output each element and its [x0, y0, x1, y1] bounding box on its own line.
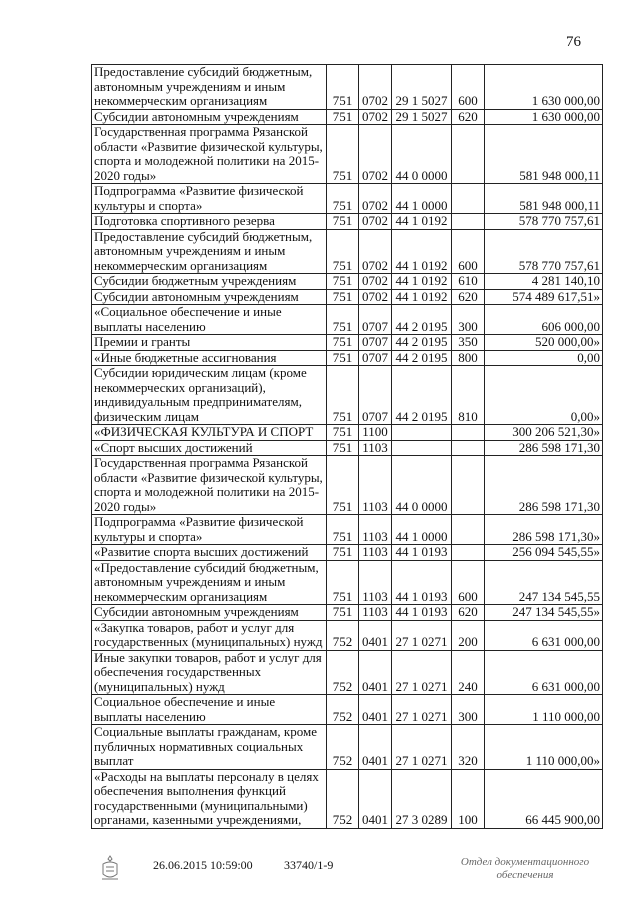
row-csr-cell: [392, 440, 452, 456]
row-csr-cell: 44 1 0192: [392, 289, 452, 305]
row-section-cell: 1103: [359, 515, 392, 545]
row-ved-cell: 751: [327, 335, 359, 351]
row-name-cell: Государственная программа Рязанской области «Развитие физической культуры, спорта и молодежной политики на 2015-2020 годы»: [92, 125, 327, 184]
row-name-cell: Государственная программа Рязанской области «Развитие физической культуры, спорта и молодежной политики на 2015-2020 годы»: [92, 456, 327, 515]
table-row: [92, 695, 603, 725]
row-ved-cell: 751: [327, 350, 359, 366]
row-name-cell: «ФИЗИЧЕСКАЯ КУЛЬТУРА И СПОРТ: [92, 425, 327, 441]
row-name-cell: Подпрограмма «Развитие физической культуры и спорта»: [92, 515, 327, 545]
row-sum-cell: 0,00: [485, 350, 603, 366]
row-csr-cell: 44 2 0195: [392, 350, 452, 366]
row-section-cell: 1100: [359, 425, 392, 441]
row-sum-cell: 286 598 171,30: [485, 456, 603, 515]
row-section-cell: 1103: [359, 456, 392, 515]
row-vr-cell: 200: [452, 620, 485, 650]
row-csr-cell: [392, 425, 452, 441]
row-name-cell: «Развитие спорта высших достижений: [92, 545, 327, 561]
page-footer: [0, 856, 640, 896]
row-section-cell: 0702: [359, 184, 392, 214]
row-sum-cell: 247 134 545,55»: [485, 605, 603, 621]
row-vr-cell: [452, 545, 485, 561]
row-section-cell: 0702: [359, 109, 392, 125]
row-csr-cell: 27 1 0271: [392, 695, 452, 725]
row-ved-cell: 751: [327, 184, 359, 214]
row-section-cell: 0702: [359, 274, 392, 290]
row-section-cell: 1103: [359, 545, 392, 561]
table-row: [92, 560, 603, 605]
row-section-cell: 0401: [359, 769, 392, 828]
row-vr-cell: 350: [452, 335, 485, 351]
row-sum-cell: 6 631 000,00: [485, 620, 603, 650]
row-name-cell: «Спорт высших достижений: [92, 440, 327, 456]
row-vr-cell: 610: [452, 274, 485, 290]
row-section-cell: 1103: [359, 560, 392, 605]
table-row: [92, 605, 603, 621]
row-csr-cell: 44 1 0193: [392, 560, 452, 605]
row-vr-cell: 320: [452, 725, 485, 770]
row-section-cell: 0702: [359, 229, 392, 274]
table-row: [92, 229, 603, 274]
table-row: [92, 289, 603, 305]
row-sum-cell: 286 598 171,30»: [485, 515, 603, 545]
row-sum-cell: 300 206 521,30»: [485, 425, 603, 441]
row-name-cell: Премии и гранты: [92, 335, 327, 351]
row-vr-cell: 620: [452, 605, 485, 621]
row-vr-cell: 620: [452, 289, 485, 305]
department-stamp: [450, 856, 600, 882]
row-name-cell: Субсидии бюджетным учреждениям: [92, 274, 327, 290]
row-ved-cell: 752: [327, 725, 359, 770]
row-section-cell: 0702: [359, 65, 392, 110]
row-csr-cell: 44 2 0195: [392, 335, 452, 351]
row-section-cell: 0401: [359, 725, 392, 770]
row-name-cell: Подготовка спортивного резерва: [92, 214, 327, 230]
row-ved-cell: 751: [327, 229, 359, 274]
row-sum-cell: 286 598 171,30: [485, 440, 603, 456]
row-sum-cell: 1 630 000,00: [485, 65, 603, 110]
row-ved-cell: 751: [327, 305, 359, 335]
row-ved-cell: 751: [327, 440, 359, 456]
row-csr-cell: 44 1 0193: [392, 545, 452, 561]
row-section-cell: 1103: [359, 440, 392, 456]
table-row: [92, 545, 603, 561]
row-section-cell: 0702: [359, 214, 392, 230]
row-csr-cell: 44 0 0000: [392, 125, 452, 184]
row-csr-cell: 29 1 5027: [392, 109, 452, 125]
table-row: [92, 425, 603, 441]
row-name-cell: «Социальное обеспечение и иные выплаты населению: [92, 305, 327, 335]
row-sum-cell: 66 445 900,00: [485, 769, 603, 828]
table-row: [92, 515, 603, 545]
row-csr-cell: 27 3 0289: [392, 769, 452, 828]
stamp-line-1: Отдел документационного: [460, 856, 590, 868]
row-sum-cell: 606 000,00: [485, 305, 603, 335]
row-ved-cell: 751: [327, 605, 359, 621]
row-name-cell: Субсидии юридическим лицам (кроме некоммерческих организаций), индивидуальным предпринимателям, физическим лицам: [92, 366, 327, 425]
row-vr-cell: [452, 515, 485, 545]
table-row: [92, 620, 603, 650]
table-row: [92, 350, 603, 366]
row-csr-cell: 44 0 0000: [392, 456, 452, 515]
row-ved-cell: 751: [327, 125, 359, 184]
row-sum-cell: 0,00»: [485, 366, 603, 425]
row-ved-cell: 751: [327, 274, 359, 290]
table-row: [92, 214, 603, 230]
table-row: [92, 274, 603, 290]
row-ved-cell: 751: [327, 65, 359, 110]
row-section-cell: 0707: [359, 335, 392, 351]
row-name-cell: Социальное обеспечение и иные выплаты населению: [92, 695, 327, 725]
row-ved-cell: 751: [327, 366, 359, 425]
row-sum-cell: 6 631 000,00: [485, 650, 603, 695]
row-csr-cell: 29 1 5027: [392, 65, 452, 110]
row-csr-cell: 44 1 0192: [392, 229, 452, 274]
row-csr-cell: 27 1 0271: [392, 620, 452, 650]
table-row: [92, 305, 603, 335]
row-name-cell: «Закупка товаров, работ и услуг для государственных (муниципальных) нужд: [92, 620, 327, 650]
table-row: [92, 769, 603, 828]
budget-table: [91, 64, 603, 829]
table-row: [92, 184, 603, 214]
row-vr-cell: [452, 440, 485, 456]
row-sum-cell: 247 134 545,55: [485, 560, 603, 605]
row-name-cell: Предоставление субсидий бюджетным, автономным учреждениям и иным некоммерческим организациям: [92, 65, 327, 110]
page-number: 76: [566, 34, 581, 50]
row-section-cell: 0707: [359, 305, 392, 335]
row-name-cell: Предоставление субсидий бюджетным, автономным учреждениям и иным некоммерческим организациям: [92, 229, 327, 274]
row-vr-cell: 600: [452, 65, 485, 110]
row-ved-cell: 752: [327, 650, 359, 695]
stamp-line-2: обеспечения: [496, 869, 554, 881]
row-sum-cell: 4 281 140,10: [485, 274, 603, 290]
table-row: [92, 650, 603, 695]
row-ved-cell: 752: [327, 769, 359, 828]
row-section-cell: 0707: [359, 366, 392, 425]
row-csr-cell: 44 2 0195: [392, 305, 452, 335]
row-sum-cell: 256 094 545,55»: [485, 545, 603, 561]
row-section-cell: 0707: [359, 350, 392, 366]
row-vr-cell: 240: [452, 650, 485, 695]
table-row: [92, 109, 603, 125]
row-name-cell: Подпрограмма «Развитие физической культуры и спорта»: [92, 184, 327, 214]
row-ved-cell: 751: [327, 214, 359, 230]
row-vr-cell: [452, 125, 485, 184]
row-csr-cell: 44 1 0000: [392, 515, 452, 545]
row-sum-cell: 578 770 757,61: [485, 214, 603, 230]
row-csr-cell: 27 1 0271: [392, 650, 452, 695]
row-sum-cell: 1 110 000,00: [485, 695, 603, 725]
table-row: [92, 725, 603, 770]
table-row: [92, 65, 603, 110]
row-section-cell: 0702: [359, 125, 392, 184]
row-section-cell: 0401: [359, 695, 392, 725]
row-ved-cell: 751: [327, 515, 359, 545]
row-sum-cell: 581 948 000,11: [485, 125, 603, 184]
row-vr-cell: 300: [452, 695, 485, 725]
row-name-cell: Субсидии автономным учреждениям: [92, 289, 327, 305]
row-vr-cell: 100: [452, 769, 485, 828]
row-section-cell: 0401: [359, 620, 392, 650]
row-name-cell: «Расходы на выплаты персоналу в целях обеспечения выполнения функций государственными (муниципальными) органами, казенными учреждениями,: [92, 769, 327, 828]
row-csr-cell: 44 1 0192: [392, 214, 452, 230]
row-vr-cell: 600: [452, 229, 485, 274]
row-csr-cell: 44 1 0000: [392, 184, 452, 214]
row-name-cell: Социальные выплаты гражданам, кроме публичных нормативных социальных выплат: [92, 725, 327, 770]
row-sum-cell: 581 948 000,11: [485, 184, 603, 214]
row-section-cell: 0702: [359, 289, 392, 305]
row-vr-cell: [452, 184, 485, 214]
row-vr-cell: [452, 456, 485, 515]
budget-table-body: [92, 65, 603, 829]
row-vr-cell: 810: [452, 366, 485, 425]
row-name-cell: «Иные бюджетные ассигнования: [92, 350, 327, 366]
row-vr-cell: 800: [452, 350, 485, 366]
row-csr-cell: 44 2 0195: [392, 366, 452, 425]
row-ved-cell: 751: [327, 289, 359, 305]
row-ved-cell: 752: [327, 695, 359, 725]
row-ved-cell: 751: [327, 109, 359, 125]
row-ved-cell: 751: [327, 456, 359, 515]
row-section-cell: 0401: [359, 650, 392, 695]
row-name-cell: Иные закупки товаров, работ и услуг для обеспечения государственных (муниципальных) нужд: [92, 650, 327, 695]
row-vr-cell: [452, 214, 485, 230]
row-name-cell: Субсидии автономным учреждениям: [92, 109, 327, 125]
row-ved-cell: 751: [327, 545, 359, 561]
row-vr-cell: 600: [452, 560, 485, 605]
row-sum-cell: 1 630 000,00: [485, 109, 603, 125]
row-vr-cell: 620: [452, 109, 485, 125]
row-ved-cell: 751: [327, 425, 359, 441]
table-row: [92, 335, 603, 351]
table-row: [92, 440, 603, 456]
row-csr-cell: 27 1 0271: [392, 725, 452, 770]
row-sum-cell: 574 489 617,51»: [485, 289, 603, 305]
row-vr-cell: [452, 425, 485, 441]
row-sum-cell: 1 110 000,00»: [485, 725, 603, 770]
row-sum-cell: 520 000,00»: [485, 335, 603, 351]
row-name-cell: Субсидии автономным учреждениям: [92, 605, 327, 621]
table-row: [92, 125, 603, 184]
row-sum-cell: 578 770 757,61: [485, 229, 603, 274]
row-ved-cell: 751: [327, 560, 359, 605]
table-row: [92, 366, 603, 425]
footer-datetime: 26.06.2015 10:59:00: [153, 858, 253, 872]
footer-doc-code: 33740/1-9: [284, 858, 334, 872]
row-name-cell: «Предоставление субсидий бюджетным, автономным учреждениям и иным некоммерческим организациям: [92, 560, 327, 605]
row-csr-cell: 44 1 0192: [392, 274, 452, 290]
row-section-cell: 1103: [359, 605, 392, 621]
row-ved-cell: 752: [327, 620, 359, 650]
table-row: [92, 456, 603, 515]
row-vr-cell: 300: [452, 305, 485, 335]
row-csr-cell: 44 1 0193: [392, 605, 452, 621]
